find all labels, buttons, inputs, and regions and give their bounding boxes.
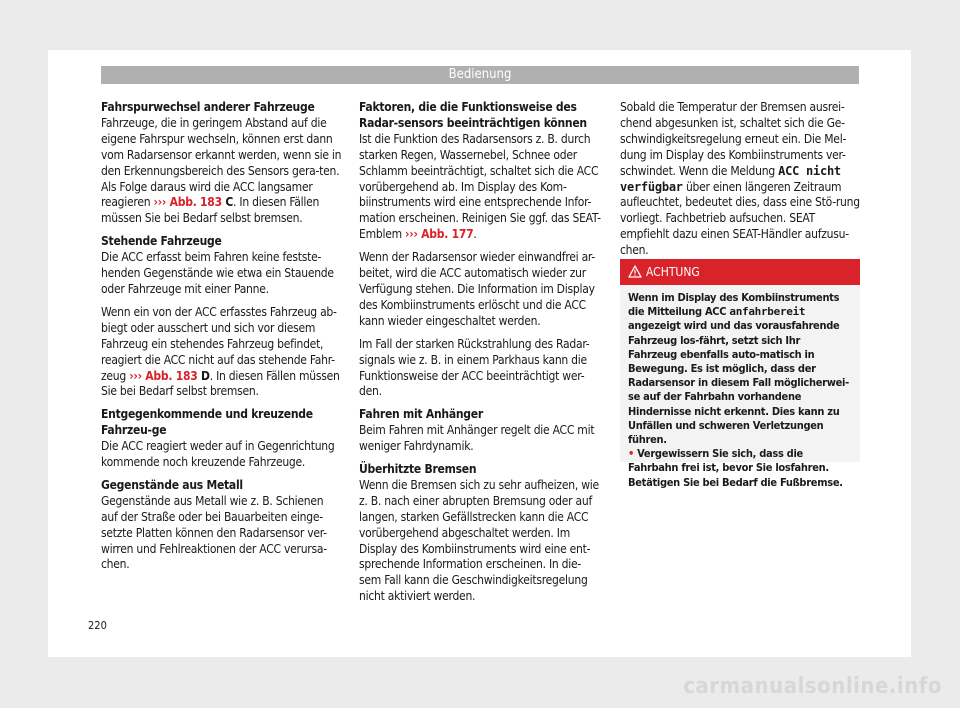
- paragraph: Die ACC reagiert weder auf in Gegenrichtung kommende noch kreuzende Fahrzeuge.: [101, 439, 335, 470]
- display-message: anfahrbereit: [729, 305, 806, 319]
- paragraph: Im Fall der starken Rückstrahlung des Radar-signals wie z. B. in einem Parkhaus kann die Funktionsweise der ACC beeinträchtigt wer-den.: [359, 336, 590, 399]
- figure-reference-link[interactable]: ››› Abb. 183: [129, 368, 198, 383]
- paragraph: Wenn die Bremsen sich zu sehr aufheizen, wie z. B. nach einer abrupten Bremsung oder auf langen, starken Gefällstrecken kann die ACC vorübergehend abgeschaltet werden. Im Display des Kombiinstruments wird eine ent-sprechende Information erscheinen. In die-sem Fall kann die Geschwindigkeitsregelung nicht aktiviert werden.: [359, 477, 599, 604]
- paragraph: Beim Fahren mit Anhänger regelt die ACC mit weniger Fahrdynamik.: [359, 423, 595, 454]
- paragraph: Die ACC erfasst beim Fahren keine festste-henden Gegenstände wie etwa ein Stauende oder Fahrzeuge mit einer Panne.: [101, 250, 334, 296]
- paragraph: Wenn der Radarsensor wieder einwandfrei ar-beitet, wird die ACC automatisch wieder zur Verfügung stehen. Die Information im Display des Kombiinstruments erlöscht und die ACC kann wieder eingeschaltet werden.: [359, 250, 595, 328]
- paragraph: Fahrzeuge, die in geringem Abstand auf die eigene Fahrspur wechseln, können erst dann vom Radarsensor erkannt werden, wenn sie in den Erkennungsbereich des Sensors gera-ten. Als Folge daraus wird die ACC langsamer reagieren ››› Abb. 183 C. In diesen Fällen müssen Sie bei Bedarf selbst bremsen.: [101, 115, 342, 226]
- heading-metal-objects: Gegenstände aus Metall: [101, 477, 243, 492]
- paragraph: Wenn ein von der ACC erfasstes Fahrzeug ab-biegt oder ausschert und sich vor diesem Fahrzeug ein stehendes Fahrzeug befindet, reagiert die ACC nicht auf das stehende Fahr-zeug ››› Abb. 183 D. In diesen Fällen müssen Sie bei Bedarf selbst bremsen.: [101, 304, 340, 399]
- warning-header: [620, 259, 860, 285]
- heading-trailer: Fahren mit Anhänger: [359, 407, 483, 422]
- watermark-text: carmanualsonline.info: [683, 674, 942, 699]
- column-3: [620, 100, 860, 266]
- warning-title: ACHTUNG: [646, 265, 700, 279]
- page-number: 220: [88, 619, 107, 632]
- warning-paragraph: Wenn im Display des Kombiinstruments die Mitteilung ACC anfahrbereit angezeigt wird und das vorausfahrende Fahrzeug los-fährt, setzt sich Ihr Fahrzeug ebenfalls auto-matisch in Bewegung. Es ist möglich, dass der Radarsensor in diesem Fall möglicherwei-se auf der Fahrbahn vorhandene Hindernisse nicht erkennt. Dies kann zu Unfällen und schweren Verletzungen führen.: [628, 291, 849, 447]
- paragraph: Gegenstände aus Metall wie z. B. Schienen auf der Straße oder bei Bauarbeiten einge-setzte Platten können den Radarsensor ver-wirren und Fehlreaktionen der ACC verursa-chen.: [101, 493, 327, 572]
- heading-stationary-vehicles: Stehende Fahrzeuge: [101, 234, 222, 249]
- warning-triangle-icon: [628, 265, 642, 278]
- section-header: Bedienung: [101, 66, 859, 84]
- warning-box: [620, 259, 860, 489]
- heading-overheated-brakes: Überhitzte Bremsen: [359, 462, 477, 477]
- warning-body: [620, 285, 860, 490]
- paragraph: Sobald die Temperatur der Bremsen ausrei-chend abgesunken ist, schaltet sich die Ge-schwindigkeitsregelung erneut ein. Die Mel-dung im Display des Kombiinstruments ver-schwindet. Wenn die Meldung ACC nicht verfügbar über einen längeren Zeitraum aufleuchtet, bedeutet dies, dass eine Stö-rung vorliegt. Fachbetrieb aufsuchen. SEAT empfiehlt dazu einen SEAT-Händler aufzusu-chen.: [620, 100, 860, 258]
- bullet-icon: •: [628, 447, 635, 461]
- column-1: [101, 100, 343, 580]
- display-message: ACC nicht verfügbar: [620, 163, 841, 194]
- heading-radar-factors: Faktoren, die die Funktionsweise des Radar-sensors beeinträchtigen können: [359, 100, 587, 130]
- warning-bullet-item: • Vergewissern Sie sich, dass die Fahrbahn frei ist, bevor Sie losfahren. Betätigen Sie bei Bedarf die Fußbremse.: [628, 447, 843, 489]
- heading-lane-change: Fahrspurwechsel anderer Fahrzeuge: [101, 100, 315, 114]
- paragraph: Ist die Funktion des Radarsensors z. B. durch starken Regen, Wassernebel, Schnee oder Schlamm beeinträchtigt, schaltet sich die ACC vorübergehend ab. Im Display des Kom-biinstruments wird eine entsprechende Infor-mation erscheinen. Reinigen Sie ggf. das SEAT-Emblem ››› Abb. 177.: [359, 131, 601, 242]
- column-2: [359, 100, 603, 612]
- figure-reference-link[interactable]: ››› Abb. 177: [405, 227, 474, 242]
- heading-oncoming-vehicles: Entgegenkommende und kreuzende Fahrzeu-ge: [101, 407, 313, 438]
- figure-reference-link[interactable]: ››› Abb. 183: [153, 195, 222, 210]
